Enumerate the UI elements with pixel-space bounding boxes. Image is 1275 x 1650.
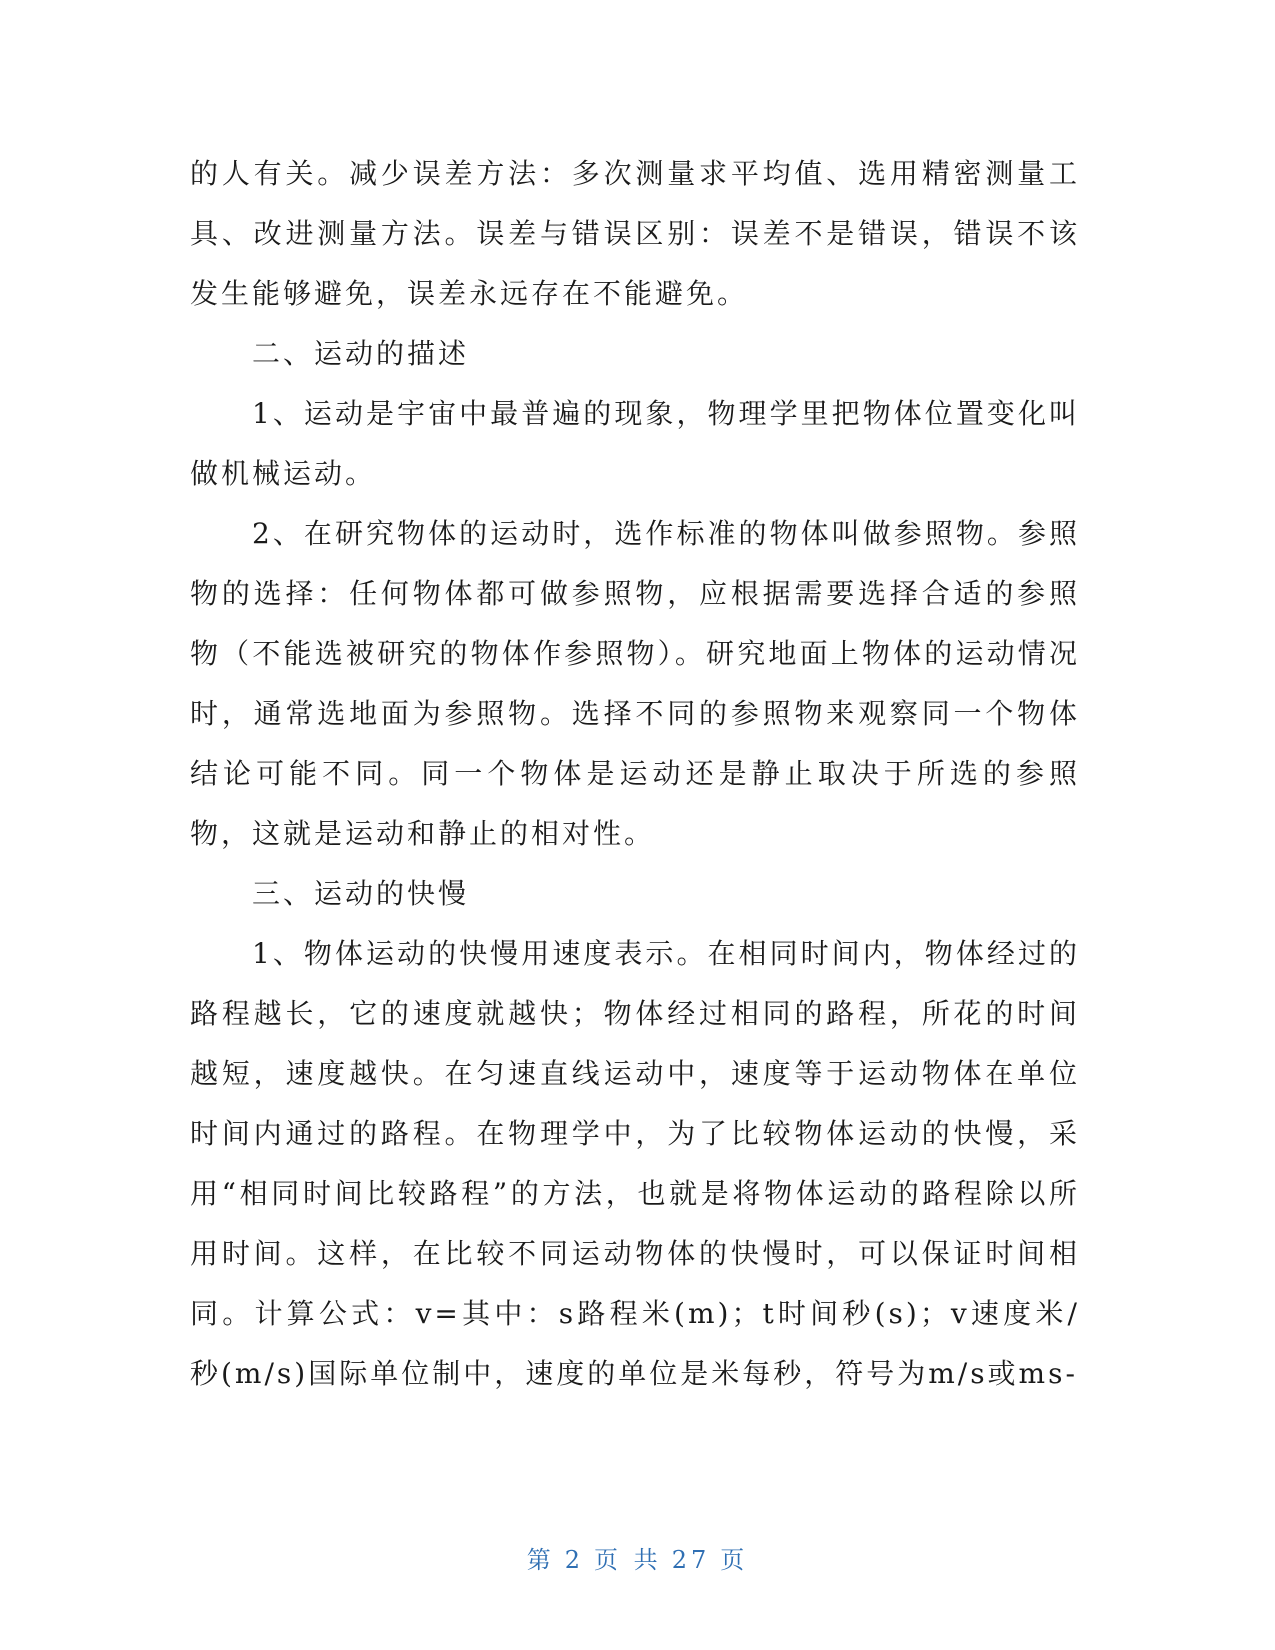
footer-prefix: 第 (526, 1546, 555, 1574)
paragraph-mechanical-motion: 1、运动是宇宙中最普遍的现象，物理学里把物体位置变化叫做机械运动。 (190, 397, 1080, 490)
current-page-number: 2 (564, 1546, 585, 1574)
document-body (190, 144, 1080, 1404)
paragraph-reference-frame: 2、在研究物体的运动时，选作标准的物体叫做参照物。参照物的选择：任何物体都可做参照物，应根据需要选择合适的参照物（不能选被研究的物体作参照物）。研究地面上物体的运动情况时，通常选地面为参照物。选择不同的参照物来观察同一个物体结论可能不同。同一个物体是运动还是静止取决于所选的参照物，这就是运动和静止的相对性。 (190, 517, 1080, 850)
section-heading-speed: 三、运动的快慢 (252, 877, 470, 910)
page-footer (0, 1540, 1275, 1575)
footer-suffix: 页 (720, 1546, 749, 1574)
footer-middle: 页 共 (594, 1546, 662, 1574)
paragraph-continued: 的人有关。减少误差方法：多次测量求平均值、选用精密测量工具、改进测量方法。误差与错误区别：误差不是错误，错误不该发生能够避免，误差永远存在不能避免。 (190, 157, 1080, 310)
paragraph-speed-definition: 1、物体运动的快慢用速度表示。在相同时间内，物体经过的路程越长，它的速度就越快；物体经过相同的路程，所花的时间越短，速度越快。在匀速直线运动中，速度等于运动物体在单位时间内通过的路程。在物理学中，为了比较物体运动的快慢，采用“相同时间比较路程”的方法，也就是将物体运动的路程除以所用时间。这样，在比较不同运动物体的快慢时，可以保证时间相同。计算公式：v=其中：s路程米(m)；t时间秒(s)；v速度米/秒(m/s)国际单位制中，速度的单位是米每秒，符号为m/s或ms- (190, 937, 1080, 1390)
total-page-count: 27 (671, 1546, 711, 1574)
section-heading-motion-description: 二、运动的描述 (252, 337, 470, 370)
